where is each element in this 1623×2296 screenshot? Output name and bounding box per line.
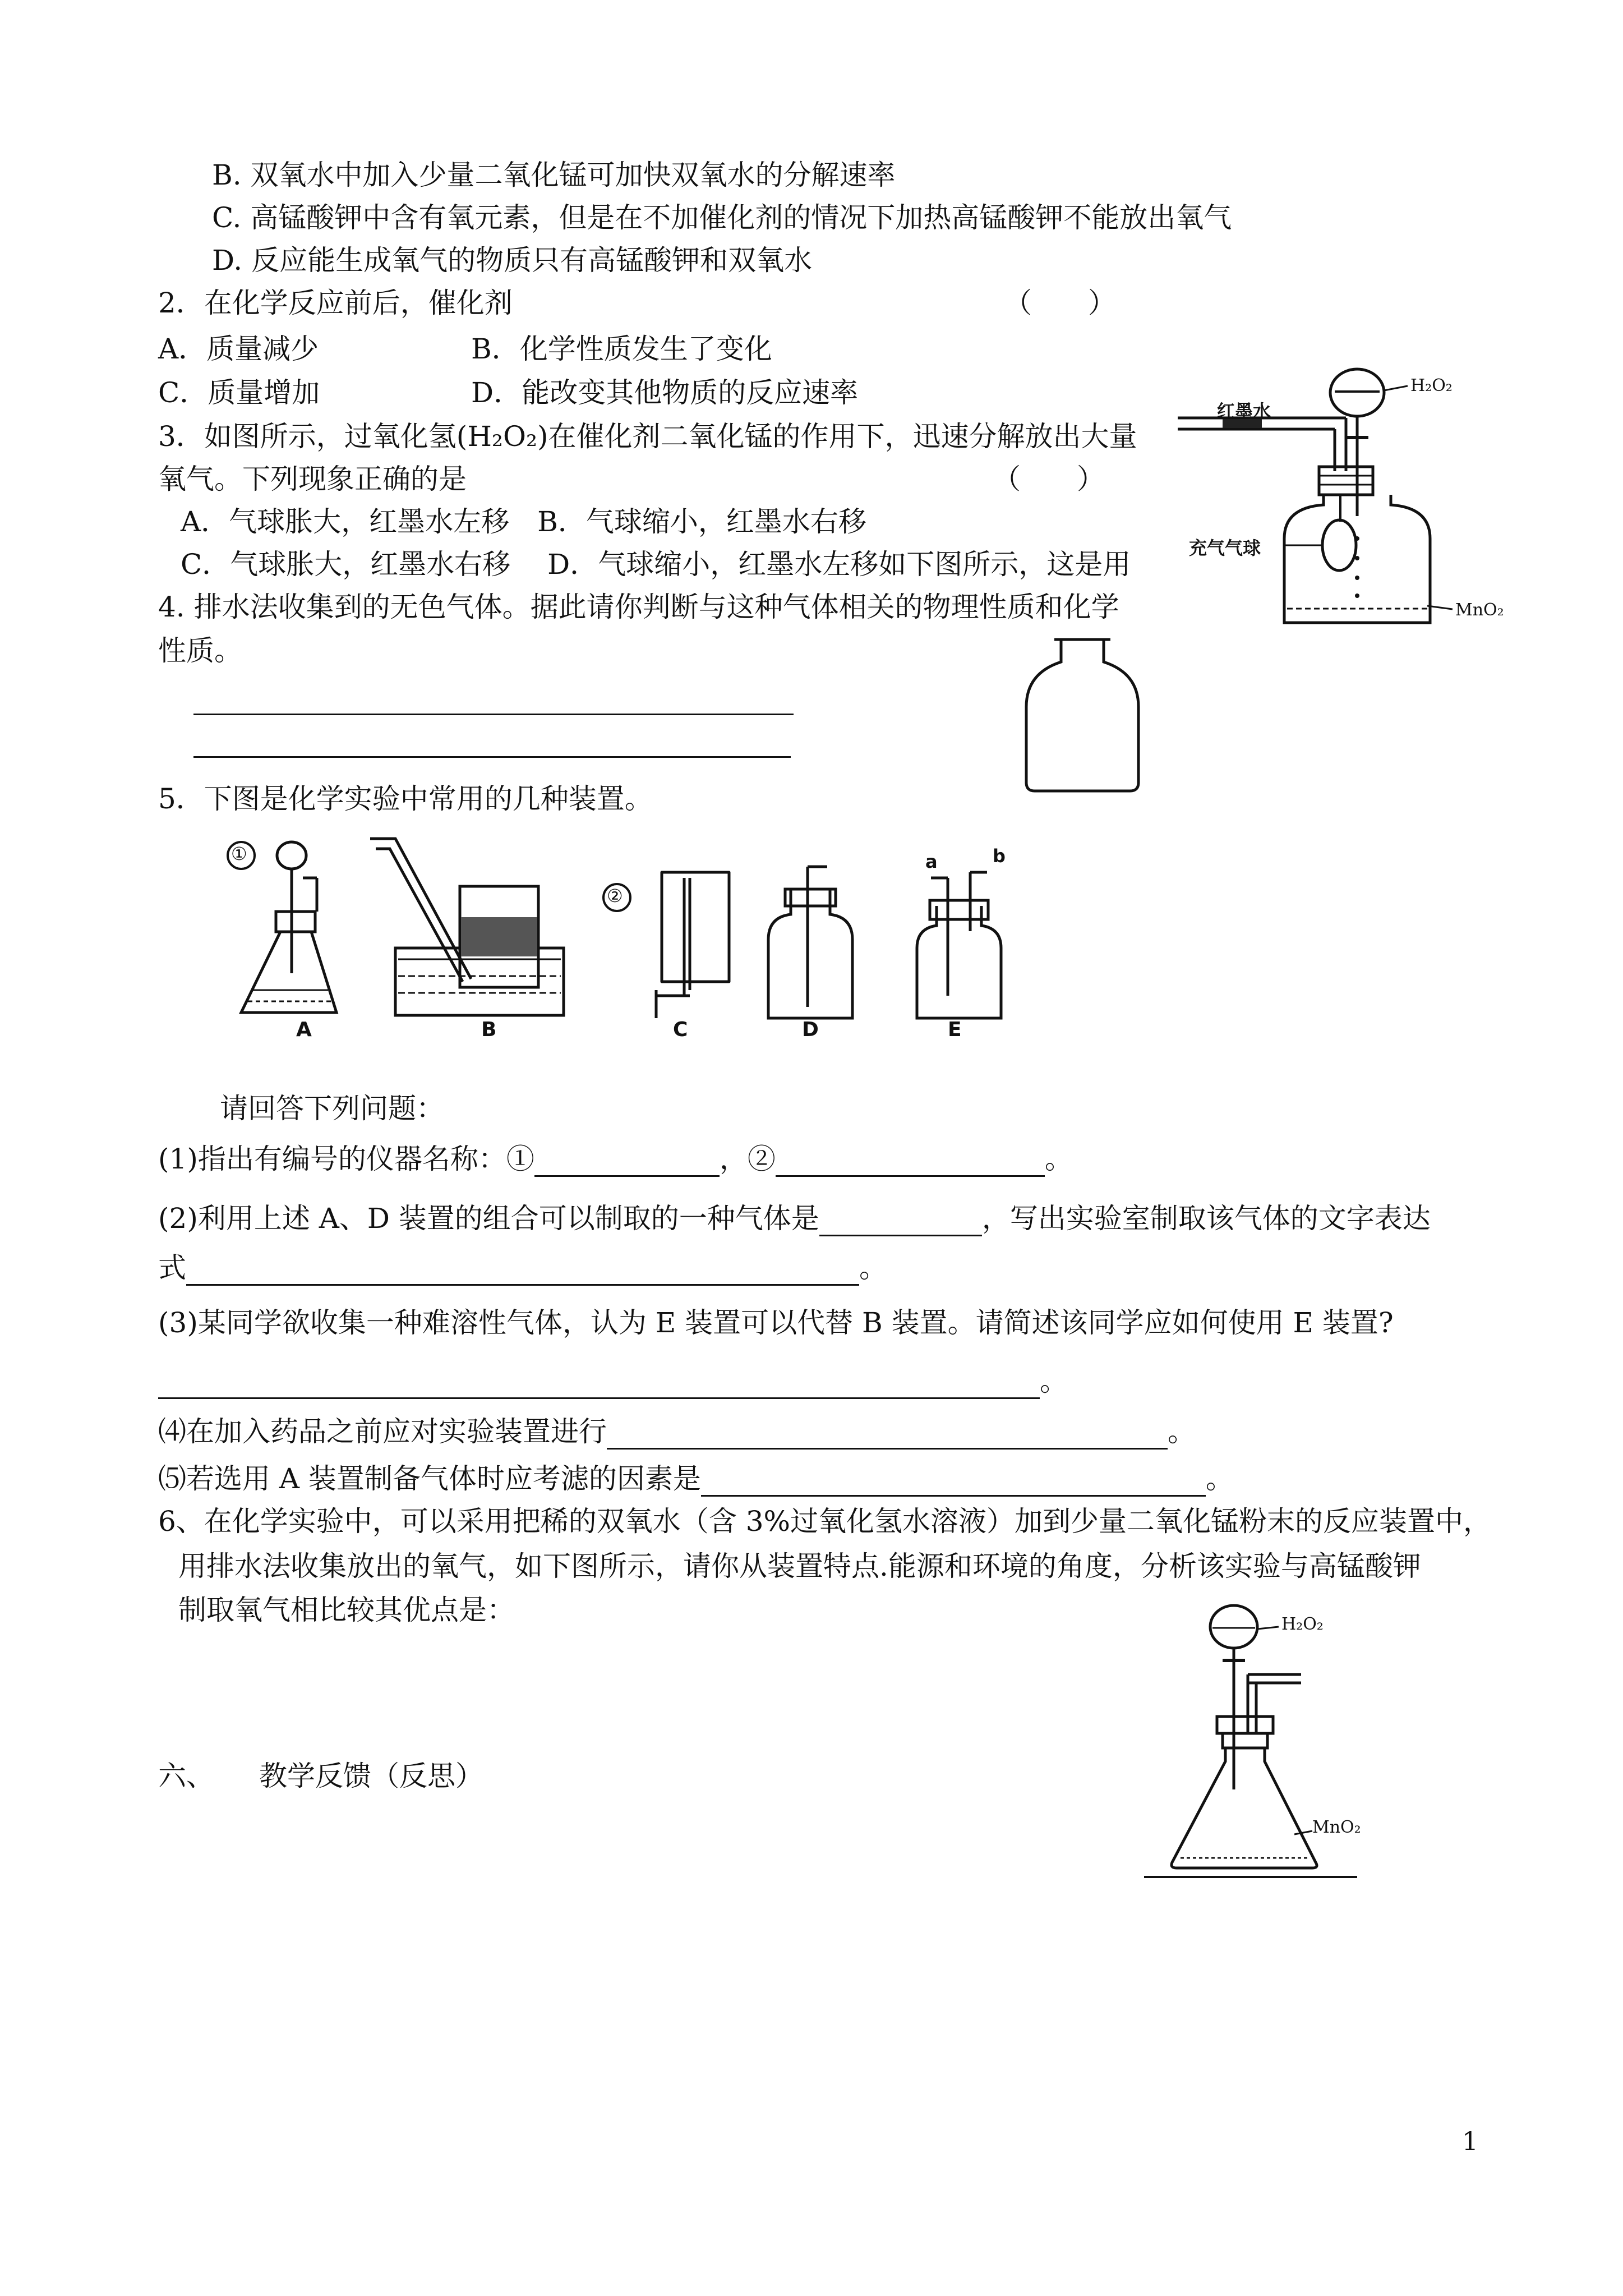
h2o2-label-2: H₂O₂ xyxy=(1281,1614,1324,1634)
q5-part3: (3)某同学欲收集一种难溶性气体，认为 E 装置可以代替 B 装置。请简述该同学应如何使用 E 装置? xyxy=(158,1306,1394,1339)
q5-part2-shi: 式 xyxy=(158,1251,186,1284)
q5-part4-blank xyxy=(607,1419,1168,1450)
q4-stem-line1: 4. 排水法收集到的无色气体。据此请你判断与这种气体相关的物理性质和化学 xyxy=(158,591,1119,623)
q5-part3-end: 。 xyxy=(1040,1365,1068,1397)
q1-option-d: D. 反应能生成氧气的物质只有高锰酸钾和双氧水 xyxy=(212,244,813,277)
section6-title: 教学反馈（反思） xyxy=(259,1760,483,1792)
q5-part2-blank-2 xyxy=(186,1255,859,1286)
q5-part1-text: (1)指出有编号的仪器名称：① xyxy=(158,1143,534,1175)
num-2-marker: ② xyxy=(607,885,623,907)
q5-part1 xyxy=(158,1141,1073,1177)
label-a: A xyxy=(296,1018,312,1041)
q4-stem-line2: 性质。 xyxy=(158,634,242,667)
q2-answer-paren: （ ） xyxy=(1004,287,1116,319)
section6-number: 六、 xyxy=(158,1760,214,1792)
mno2-label: MnO₂ xyxy=(1455,600,1504,620)
q3-stem-line1: 3．如图所示，过氧化氢(H₂O₂)在催化剂二氧化锰的作用下，迅速分解放出大量 xyxy=(158,420,1137,453)
q3-option-cd: C．气球胀大，红墨水右移 D．气球缩小，红墨水左移如下图所示，这是用 xyxy=(181,548,1131,581)
q5-part2-line2 xyxy=(158,1250,887,1286)
q5-part1-sep: ，② xyxy=(719,1143,776,1175)
q6-stem-line2: 用排水法收集放出的氧气，如下图所示，请你从装置特点.能源和环境的角度，分析该实验与高锰酸钾 xyxy=(178,1550,1421,1582)
q5-part1-end: 。 xyxy=(1044,1143,1073,1175)
num-1-marker: ① xyxy=(231,843,247,864)
page-number: 1 xyxy=(1461,2126,1478,2156)
q5-apparatus-figure xyxy=(224,833,1032,1046)
q3-answer-paren: （ ） xyxy=(993,463,1105,495)
q4-answer-line-1 xyxy=(193,714,794,715)
q5-part4-text: ⑷在加入药品之前应对实验装置进行 xyxy=(158,1415,607,1448)
q3-apparatus-figure xyxy=(1172,337,1504,651)
q5-part2 xyxy=(158,1200,1431,1236)
q5-part2-text: (2)利用上述 A、D 装置的组合可以制取的一种气体是 xyxy=(158,1202,819,1235)
mno2-label-2: MnO₂ xyxy=(1312,1818,1361,1837)
q2-stem: 2．在化学反应前后，催化剂 xyxy=(158,287,513,319)
red-ink-label: 红墨水 xyxy=(1217,401,1271,422)
label-c: C xyxy=(673,1018,688,1041)
q2-option-c: C．质量增加 xyxy=(158,376,320,409)
q5-part4 xyxy=(158,1414,1196,1450)
q5-part5-end: 。 xyxy=(1205,1462,1234,1495)
label-e: E xyxy=(948,1018,962,1041)
q5-part2-text2: ，写出实验室制取该气体的文字表达 xyxy=(981,1202,1431,1235)
q1-option-c: C. 高锰酸钾中含有氧元素，但是在不加催化剂的情况下加热高锰酸钾不能放出氧气 xyxy=(212,201,1232,234)
q2-option-a: A．质量减少 xyxy=(158,333,319,365)
q3-option-ab: A．气球胀大，红墨水左移 B．气球缩小，红墨水右移 xyxy=(181,505,866,538)
gas-bottle-figure xyxy=(1021,634,1144,797)
q5-part3-blank xyxy=(158,1368,1040,1399)
q6-stem-line3: 制取氧气相比较其优点是： xyxy=(178,1594,515,1626)
q5-part5-text: ⑸若选用 A 装置制备气体时应考滤的因素是 xyxy=(158,1462,701,1495)
h2o2-label: H₂O₂ xyxy=(1410,376,1453,395)
q6-stem-line1: 6、在化学实验中，可以采用把稀的双氧水（含 3%过氧化氢水溶液）加到少量二氧化锰粉末的反应装置中， xyxy=(158,1505,1492,1538)
q6-apparatus-figure xyxy=(1144,1599,1368,1890)
q5-prompt: 请回答下列问题： xyxy=(220,1092,444,1125)
port-b-label: b xyxy=(993,845,1006,867)
q5-part2-end: 。 xyxy=(859,1251,887,1284)
label-d: D xyxy=(802,1018,819,1041)
q1-option-b: B. 双氧水中加入少量二氧化锰可加快双氧水的分解速率 xyxy=(212,159,896,191)
q3-stem-line2: 氧气。下列现象正确的是 xyxy=(158,463,467,495)
q4-answer-line-2 xyxy=(193,756,791,758)
q2-option-b: B．化学性质发生了变化 xyxy=(471,333,772,365)
balloon-label: 充气气球 xyxy=(1189,537,1261,559)
label-b: B xyxy=(481,1018,497,1041)
q2-option-d: D．能改变其他物质的反应速率 xyxy=(471,376,859,409)
q5-part4-end: 。 xyxy=(1168,1415,1196,1448)
q5-part1-blank-2 xyxy=(776,1146,1045,1177)
q5-part2-blank-1 xyxy=(819,1205,982,1236)
q5-part1-blank-1 xyxy=(534,1146,720,1177)
q5-stem: 5．下图是化学实验中常用的几种装置。 xyxy=(158,783,653,815)
q5-part5-blank xyxy=(701,1466,1206,1497)
q5-part5 xyxy=(158,1461,1234,1497)
port-a-label: a xyxy=(925,851,938,872)
q5-part3-line2 xyxy=(158,1363,1068,1399)
